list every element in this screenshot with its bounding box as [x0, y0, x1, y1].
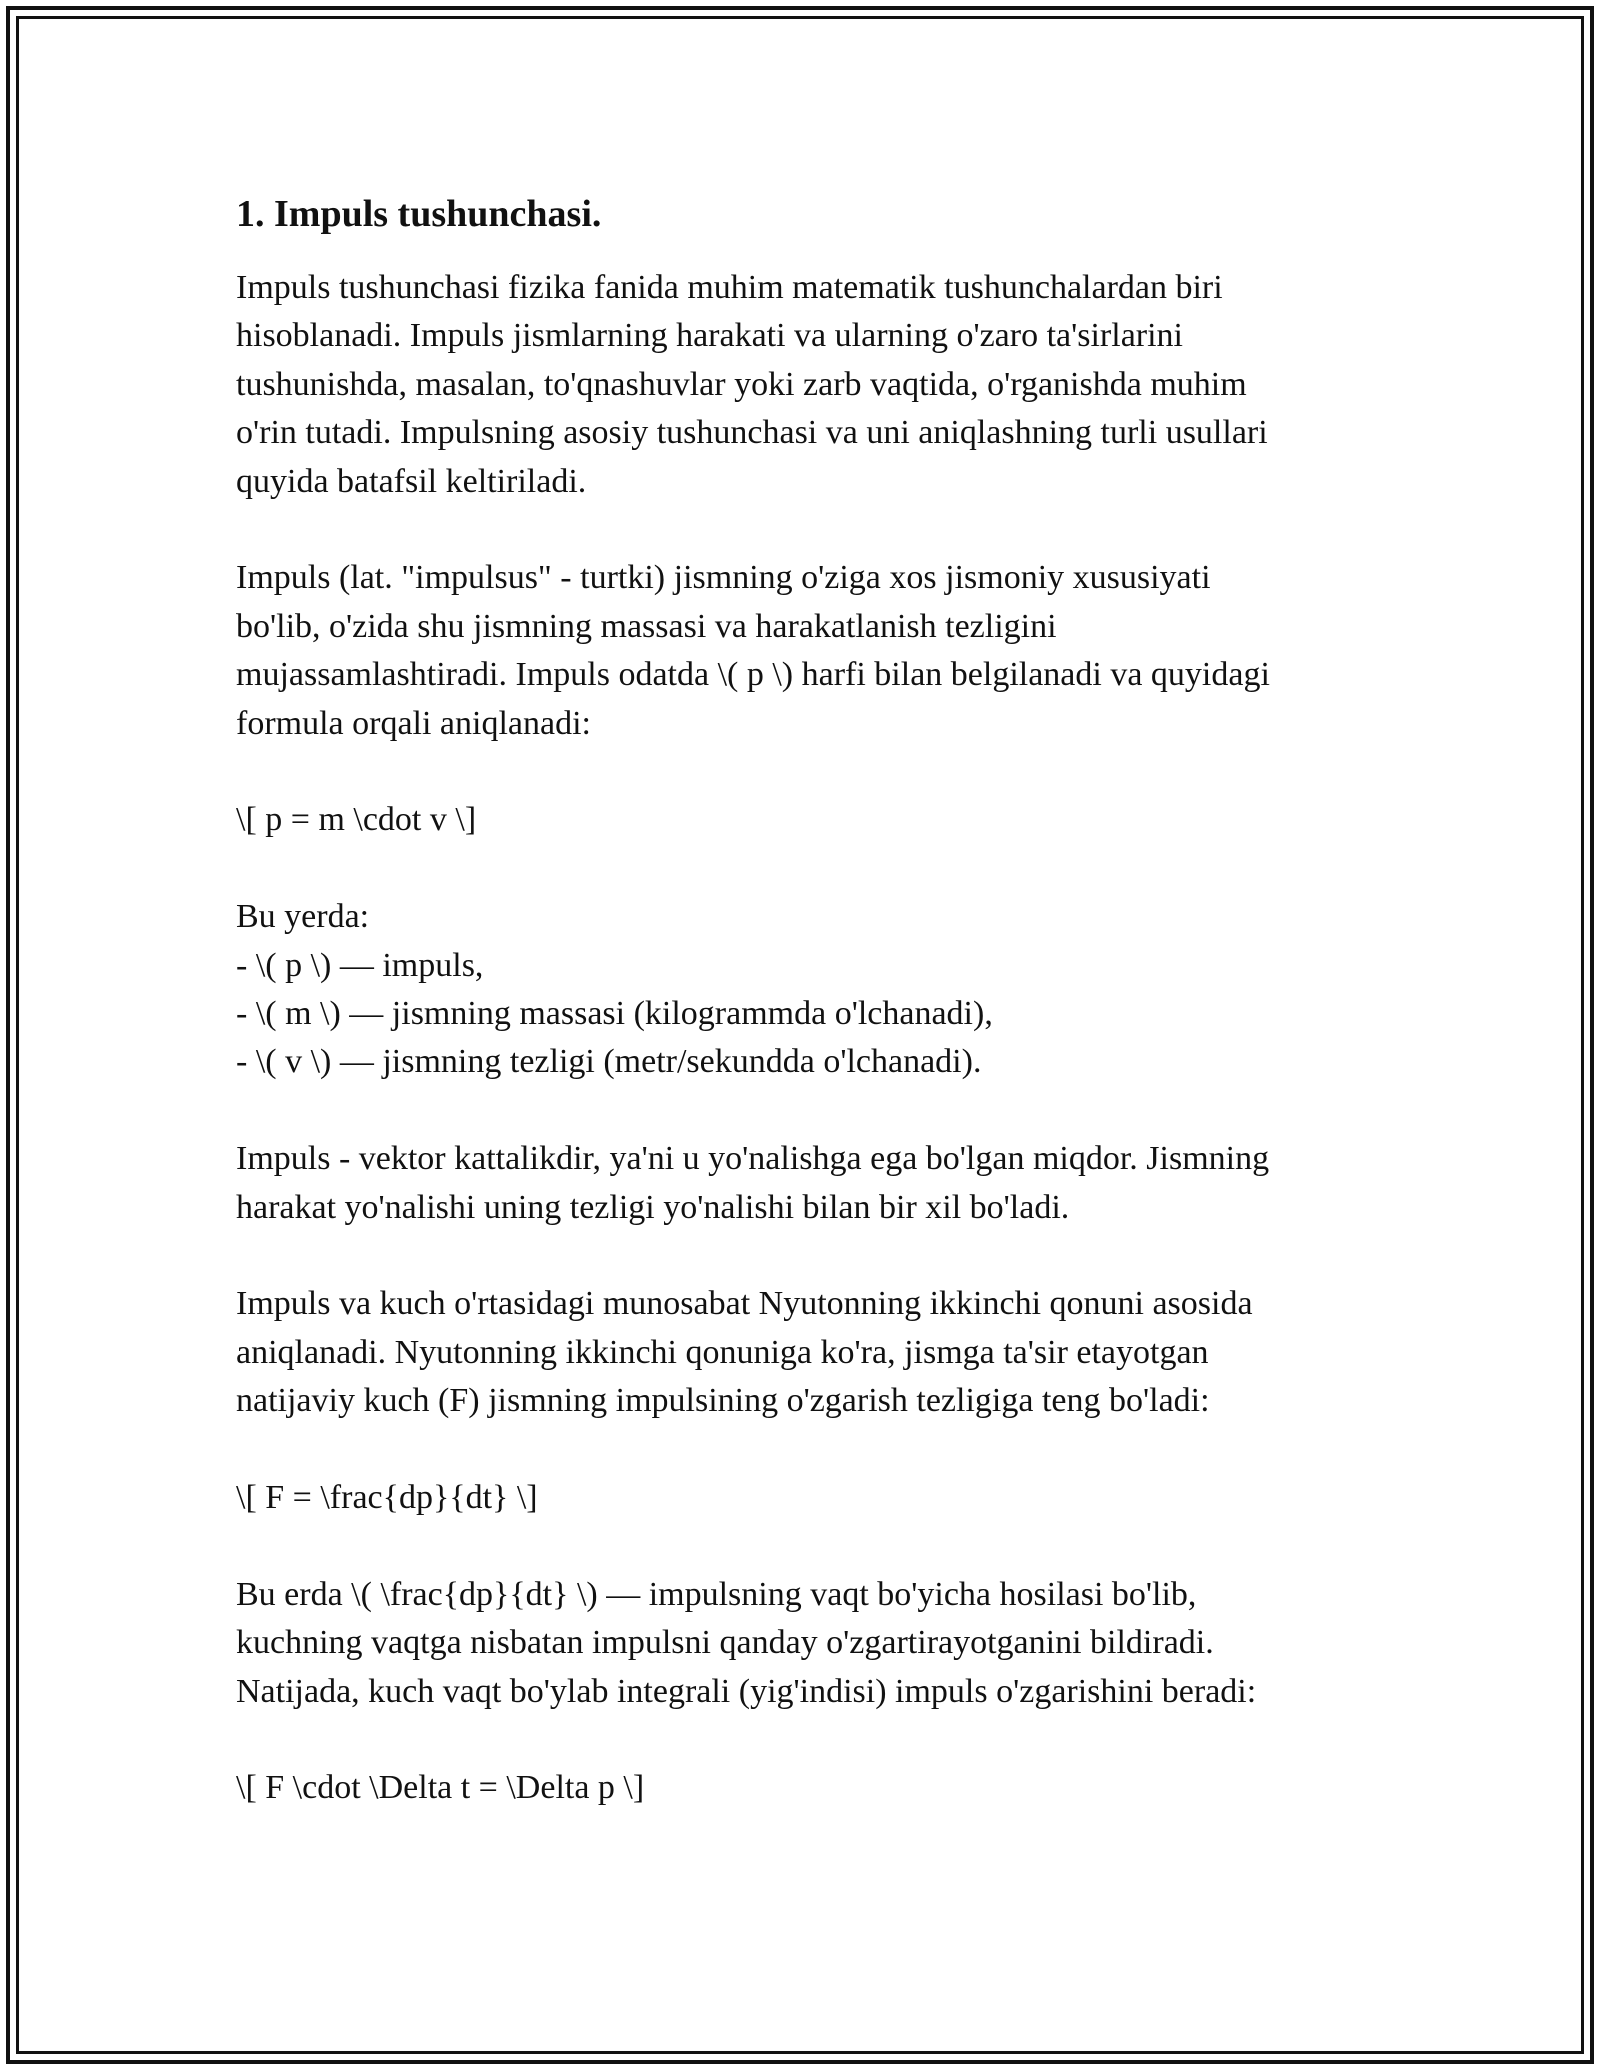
- text-line: Bu yerda:: [236, 898, 370, 936]
- text-line: Natijada, kuch vaqt bo'ylab integrali (yig'indisi) impuls o'zgarishini beradi:: [236, 1672, 1257, 1710]
- text-line: harakat yo'nalishi uning tezligi yo'nalishi bilan bir xil bo'ladi.: [236, 1188, 1070, 1226]
- text-line: hisoblanadi. Impuls jismlarning harakati va ularning o'zaro ta'sirlarini: [236, 317, 1184, 355]
- text-line: \[ F \cdot \Delta t = \Delta p \]: [236, 1769, 645, 1807]
- text-line: aniqlanadi. Nyutonning ikkinchi qonuniga ko'ra, jismga ta'sir etayotgan: [236, 1333, 1209, 1371]
- blank-line: [236, 845, 1366, 893]
- blank-line: [236, 506, 1366, 554]
- text-line: Bu erda \( \frac{dp}{dt} \) — impulsning vaqt bo'yicha hosilasi bo'lib,: [236, 1575, 1197, 1613]
- blank-line: [236, 1426, 1366, 1474]
- text-line: natijaviy kuch (F) jismning impulsining o'zgarish tezligiga teng bo'ladi:: [236, 1382, 1210, 1420]
- text-line: bo'lib, o'zida shu jismning massasi va harakatlanish tezligini: [236, 607, 1057, 645]
- blank-line: [236, 748, 1366, 796]
- text-line: Impuls tushunchasi fizika fanida muhim matematik tushunchalardan biri: [236, 269, 1223, 306]
- text-line: kuchning vaqtga nisbatan impulsni qanday o'zgartirayotganini bildiradi.: [236, 1624, 1214, 1662]
- text-line: mujassamlashtiradi. Impuls odatda \( p \) harfi bilan belgilanadi va quyidagi: [236, 656, 1270, 694]
- text-line: \[ p = m \cdot v \]: [236, 801, 477, 839]
- text-line: o'rin tutadi. Impulsning asosiy tushunchasi va uni aniqlashning turli usullari: [236, 414, 1268, 452]
- blank-line: [236, 1522, 1366, 1570]
- text-line: \[ F = \frac{dp}{dt} \]: [236, 1479, 538, 1517]
- blank-line: [236, 1087, 1366, 1135]
- text-line: Impuls va kuch o'rtasidagi munosabat Nyutonning ikkinchi qonuni asosida: [236, 1285, 1253, 1323]
- text-line: Impuls (lat. "impulsus" - turtki) jismning o'ziga xos jismoniy xususiyati: [236, 559, 1211, 597]
- text-line: - \( p \) — impuls,: [236, 946, 484, 984]
- text-line: Impuls - vektor kattalikdir, ya'ni u yo'nalishga ega bo'lgan miqdor. Jismning: [236, 1140, 1270, 1178]
- blank-line: [236, 1232, 1366, 1280]
- body-text: [236, 264, 1366, 1813]
- text-line: - \( v \) — jismning tezligi (metr/sekundda o'lchanadi).: [236, 1043, 982, 1081]
- text-line: formula orqali aniqlanadi:: [236, 704, 591, 742]
- document-body: [236, 190, 1366, 1813]
- section-heading: 1. Impuls tushunchasi.: [236, 193, 602, 235]
- text-line: - \( m \) — jismning massasi (kilogrammda o'lchanadi),: [236, 995, 993, 1033]
- text-line: tushunishda, masalan, to'qnashuvlar yoki zarb vaqtida, o'rganishda muhim: [236, 365, 1247, 403]
- blank-line: [236, 1716, 1366, 1764]
- text-line: quyida batafsil keltiriladi.: [236, 462, 587, 500]
